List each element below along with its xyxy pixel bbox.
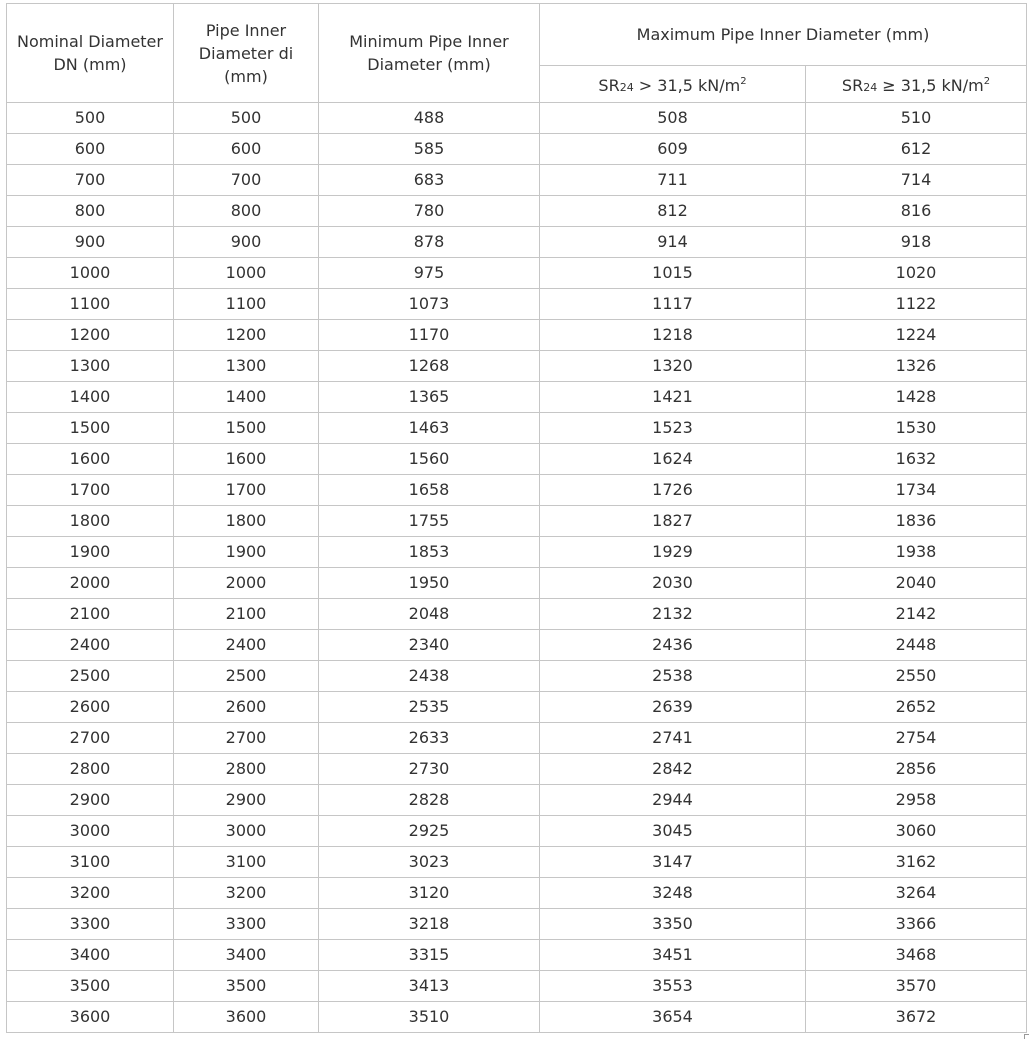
cell-pipe-inner-diameter: 1700	[174, 475, 319, 506]
cell-nominal-diameter: 3200	[7, 878, 174, 909]
cell-maximum-diameter-sr-gt: 914	[540, 227, 806, 258]
cell-nominal-diameter: 2700	[7, 723, 174, 754]
cell-maximum-diameter-sr-ge: 3162	[806, 847, 1027, 878]
cell-minimum-diameter: 3023	[319, 847, 540, 878]
cell-maximum-diameter-sr-gt: 508	[540, 103, 806, 134]
cell-maximum-diameter-sr-ge: 2958	[806, 785, 1027, 816]
table-row	[7, 971, 1027, 1002]
cell-pipe-inner-diameter: 3600	[174, 1002, 319, 1033]
cell-nominal-diameter: 3000	[7, 816, 174, 847]
header-sr24-greater-than	[540, 66, 806, 103]
cell-minimum-diameter: 3315	[319, 940, 540, 971]
table-row	[7, 1002, 1027, 1033]
cell-maximum-diameter-sr-ge: 1020	[806, 258, 1027, 289]
table-body	[7, 103, 1027, 1033]
cell-maximum-diameter-sr-gt: 2030	[540, 568, 806, 599]
cell-maximum-diameter-sr-gt: 1523	[540, 413, 806, 444]
cell-pipe-inner-diameter: 1800	[174, 506, 319, 537]
table-row	[7, 940, 1027, 971]
cell-maximum-diameter-sr-ge: 1938	[806, 537, 1027, 568]
cell-maximum-diameter-sr-gt: 2132	[540, 599, 806, 630]
cell-minimum-diameter: 1463	[319, 413, 540, 444]
cell-maximum-diameter-sr-gt: 1218	[540, 320, 806, 351]
cell-maximum-diameter-sr-ge: 2856	[806, 754, 1027, 785]
cell-minimum-diameter: 585	[319, 134, 540, 165]
cell-pipe-inner-diameter: 1500	[174, 413, 319, 444]
cell-nominal-diameter: 3500	[7, 971, 174, 1002]
cell-pipe-inner-diameter: 3400	[174, 940, 319, 971]
table-row	[7, 382, 1027, 413]
cell-maximum-diameter-sr-gt: 3451	[540, 940, 806, 971]
cell-nominal-diameter: 2000	[7, 568, 174, 599]
table-header	[7, 4, 1027, 103]
cell-pipe-inner-diameter: 500	[174, 103, 319, 134]
cell-pipe-inner-diameter: 1000	[174, 258, 319, 289]
cell-nominal-diameter: 1600	[7, 444, 174, 475]
cell-nominal-diameter: 3600	[7, 1002, 174, 1033]
cell-maximum-diameter-sr-gt: 2639	[540, 692, 806, 723]
table-row	[7, 816, 1027, 847]
cell-pipe-inner-diameter: 3100	[174, 847, 319, 878]
cell-minimum-diameter: 1853	[319, 537, 540, 568]
header-sr24-greater-or-equal	[806, 66, 1027, 103]
table-row	[7, 444, 1027, 475]
cell-pipe-inner-diameter: 800	[174, 196, 319, 227]
cell-nominal-diameter: 1700	[7, 475, 174, 506]
cell-nominal-diameter: 2900	[7, 785, 174, 816]
table-row	[7, 227, 1027, 258]
pipe-diameter-table	[6, 3, 1027, 1033]
cell-minimum-diameter: 1658	[319, 475, 540, 506]
cell-minimum-diameter: 3413	[319, 971, 540, 1002]
cell-nominal-diameter: 2500	[7, 661, 174, 692]
table-row	[7, 537, 1027, 568]
table-row	[7, 692, 1027, 723]
cell-maximum-diameter-sr-gt: 1827	[540, 506, 806, 537]
table-row	[7, 568, 1027, 599]
table-row	[7, 878, 1027, 909]
cell-minimum-diameter: 1560	[319, 444, 540, 475]
sr-subscript: 24	[619, 80, 634, 94]
cell-maximum-diameter-sr-ge: 816	[806, 196, 1027, 227]
cell-nominal-diameter: 700	[7, 165, 174, 196]
cell-maximum-diameter-sr-ge: 2754	[806, 723, 1027, 754]
cell-maximum-diameter-sr-ge: 1326	[806, 351, 1027, 382]
sr-subscript: 24	[863, 80, 878, 94]
table-row	[7, 723, 1027, 754]
sr-label: SR	[598, 75, 620, 95]
cell-minimum-diameter: 3510	[319, 1002, 540, 1033]
cell-maximum-diameter-sr-ge: 2448	[806, 630, 1027, 661]
cell-minimum-diameter: 780	[319, 196, 540, 227]
cell-nominal-diameter: 2400	[7, 630, 174, 661]
cell-pipe-inner-diameter: 600	[174, 134, 319, 165]
cell-minimum-diameter: 2633	[319, 723, 540, 754]
cell-pipe-inner-diameter: 3300	[174, 909, 319, 940]
cell-minimum-diameter: 2925	[319, 816, 540, 847]
unit-superscript: 2	[983, 75, 991, 87]
cell-maximum-diameter-sr-ge: 1836	[806, 506, 1027, 537]
table-row	[7, 258, 1027, 289]
cell-maximum-diameter-sr-ge: 3060	[806, 816, 1027, 847]
cell-pipe-inner-diameter: 900	[174, 227, 319, 258]
cell-maximum-diameter-sr-ge: 2652	[806, 692, 1027, 723]
cell-maximum-diameter-sr-ge: 2040	[806, 568, 1027, 599]
cell-maximum-diameter-sr-gt: 3248	[540, 878, 806, 909]
cell-maximum-diameter-sr-ge: 1122	[806, 289, 1027, 320]
cell-maximum-diameter-sr-gt: 1929	[540, 537, 806, 568]
cell-maximum-diameter-sr-gt: 3350	[540, 909, 806, 940]
cell-maximum-diameter-sr-ge: 1734	[806, 475, 1027, 506]
cell-maximum-diameter-sr-gt: 3654	[540, 1002, 806, 1033]
cell-minimum-diameter: 488	[319, 103, 540, 134]
table-row	[7, 351, 1027, 382]
cell-pipe-inner-diameter: 2000	[174, 568, 319, 599]
table-row	[7, 630, 1027, 661]
cell-minimum-diameter: 2438	[319, 661, 540, 692]
cell-maximum-diameter-sr-ge: 1428	[806, 382, 1027, 413]
cell-nominal-diameter: 1500	[7, 413, 174, 444]
header-pipe-inner-diameter: Pipe Inner Diameter di (mm)	[174, 4, 319, 103]
cell-maximum-diameter-sr-ge: 3672	[806, 1002, 1027, 1033]
cell-minimum-diameter: 2340	[319, 630, 540, 661]
cell-pipe-inner-diameter: 2600	[174, 692, 319, 723]
cell-minimum-diameter: 1073	[319, 289, 540, 320]
cell-nominal-diameter: 1300	[7, 351, 174, 382]
cell-maximum-diameter-sr-gt: 609	[540, 134, 806, 165]
cell-minimum-diameter: 2535	[319, 692, 540, 723]
cell-maximum-diameter-sr-gt: 2944	[540, 785, 806, 816]
cell-maximum-diameter-sr-gt: 2538	[540, 661, 806, 692]
table-row	[7, 103, 1027, 134]
sr-label: SR	[841, 75, 864, 95]
cell-maximum-diameter-sr-ge: 1530	[806, 413, 1027, 444]
cell-maximum-diameter-sr-gt: 2741	[540, 723, 806, 754]
cell-nominal-diameter: 3400	[7, 940, 174, 971]
table-row	[7, 599, 1027, 630]
cell-minimum-diameter: 2730	[319, 754, 540, 785]
table-row	[7, 661, 1027, 692]
table-row	[7, 289, 1027, 320]
cell-nominal-diameter: 1000	[7, 258, 174, 289]
cell-pipe-inner-diameter: 1600	[174, 444, 319, 475]
cell-maximum-diameter-sr-gt: 1726	[540, 475, 806, 506]
cell-pipe-inner-diameter: 1100	[174, 289, 319, 320]
table-row	[7, 506, 1027, 537]
cell-maximum-diameter-sr-ge: 510	[806, 103, 1027, 134]
cell-nominal-diameter: 3100	[7, 847, 174, 878]
cell-maximum-diameter-sr-ge: 2550	[806, 661, 1027, 692]
cell-pipe-inner-diameter: 2500	[174, 661, 319, 692]
header-minimum-pipe-inner-diameter: Minimum Pipe Inner Diameter (mm)	[319, 4, 540, 103]
cell-maximum-diameter-sr-ge: 3468	[806, 940, 1027, 971]
cell-nominal-diameter: 900	[7, 227, 174, 258]
cell-pipe-inner-diameter: 1900	[174, 537, 319, 568]
cell-pipe-inner-diameter: 2900	[174, 785, 319, 816]
cell-nominal-diameter: 1200	[7, 320, 174, 351]
cell-maximum-diameter-sr-ge: 3264	[806, 878, 1027, 909]
header-nominal-diameter: Nominal Diameter DN (mm)	[7, 4, 174, 103]
cell-maximum-diameter-sr-ge: 714	[806, 165, 1027, 196]
cell-minimum-diameter: 975	[319, 258, 540, 289]
cell-nominal-diameter: 2800	[7, 754, 174, 785]
table-row	[7, 196, 1027, 227]
sr-condition: ≥ 31,5 kN/m	[877, 75, 984, 95]
table-row	[7, 909, 1027, 940]
cell-nominal-diameter: 1900	[7, 537, 174, 568]
cell-minimum-diameter: 1365	[319, 382, 540, 413]
cell-pipe-inner-diameter: 2400	[174, 630, 319, 661]
cell-pipe-inner-diameter: 1400	[174, 382, 319, 413]
cell-minimum-diameter: 2828	[319, 785, 540, 816]
table-row	[7, 165, 1027, 196]
cell-nominal-diameter: 600	[7, 134, 174, 165]
cell-nominal-diameter: 3300	[7, 909, 174, 940]
cell-minimum-diameter: 1268	[319, 351, 540, 382]
cell-pipe-inner-diameter: 700	[174, 165, 319, 196]
resize-corner-mark	[1024, 1034, 1029, 1039]
cell-maximum-diameter-sr-gt: 1117	[540, 289, 806, 320]
cell-pipe-inner-diameter: 3200	[174, 878, 319, 909]
cell-maximum-diameter-sr-ge: 3570	[806, 971, 1027, 1002]
cell-pipe-inner-diameter: 2700	[174, 723, 319, 754]
cell-minimum-diameter: 3120	[319, 878, 540, 909]
cell-maximum-diameter-sr-gt: 1624	[540, 444, 806, 475]
cell-maximum-diameter-sr-ge: 1224	[806, 320, 1027, 351]
cell-maximum-diameter-sr-ge: 1632	[806, 444, 1027, 475]
header-maximum-pipe-inner-diameter: Maximum Pipe Inner Diameter (mm)	[540, 4, 1027, 66]
cell-maximum-diameter-sr-ge: 2142	[806, 599, 1027, 630]
cell-pipe-inner-diameter: 3500	[174, 971, 319, 1002]
table-row	[7, 413, 1027, 444]
table-row	[7, 847, 1027, 878]
cell-minimum-diameter: 1170	[319, 320, 540, 351]
table-row	[7, 785, 1027, 816]
table-row	[7, 320, 1027, 351]
cell-maximum-diameter-sr-gt: 1015	[540, 258, 806, 289]
cell-pipe-inner-diameter: 2100	[174, 599, 319, 630]
cell-maximum-diameter-sr-gt: 1320	[540, 351, 806, 382]
cell-nominal-diameter: 2100	[7, 599, 174, 630]
cell-nominal-diameter: 500	[7, 103, 174, 134]
cell-pipe-inner-diameter: 3000	[174, 816, 319, 847]
cell-minimum-diameter: 1755	[319, 506, 540, 537]
cell-nominal-diameter: 800	[7, 196, 174, 227]
table-row	[7, 754, 1027, 785]
cell-minimum-diameter: 1950	[319, 568, 540, 599]
cell-maximum-diameter-sr-ge: 918	[806, 227, 1027, 258]
cell-pipe-inner-diameter: 1300	[174, 351, 319, 382]
unit-superscript: 2	[740, 75, 747, 87]
table-row	[7, 134, 1027, 165]
cell-maximum-diameter-sr-gt: 3147	[540, 847, 806, 878]
cell-maximum-diameter-sr-gt: 1421	[540, 382, 806, 413]
cell-nominal-diameter: 1100	[7, 289, 174, 320]
cell-maximum-diameter-sr-ge: 3366	[806, 909, 1027, 940]
cell-maximum-diameter-sr-gt: 2842	[540, 754, 806, 785]
cell-minimum-diameter: 3218	[319, 909, 540, 940]
table-row	[7, 475, 1027, 506]
cell-maximum-diameter-sr-gt: 711	[540, 165, 806, 196]
cell-minimum-diameter: 878	[319, 227, 540, 258]
cell-maximum-diameter-sr-gt: 3553	[540, 971, 806, 1002]
cell-maximum-diameter-sr-gt: 2436	[540, 630, 806, 661]
cell-maximum-diameter-sr-gt: 3045	[540, 816, 806, 847]
cell-pipe-inner-diameter: 2800	[174, 754, 319, 785]
cell-minimum-diameter: 2048	[319, 599, 540, 630]
cell-maximum-diameter-sr-ge: 612	[806, 134, 1027, 165]
cell-nominal-diameter: 2600	[7, 692, 174, 723]
cell-maximum-diameter-sr-gt: 812	[540, 196, 806, 227]
header-row	[7, 4, 1027, 66]
cell-nominal-diameter: 1400	[7, 382, 174, 413]
cell-pipe-inner-diameter: 1200	[174, 320, 319, 351]
cell-nominal-diameter: 1800	[7, 506, 174, 537]
cell-minimum-diameter: 683	[319, 165, 540, 196]
sr-condition: > 31,5 kN/m	[633, 75, 741, 95]
